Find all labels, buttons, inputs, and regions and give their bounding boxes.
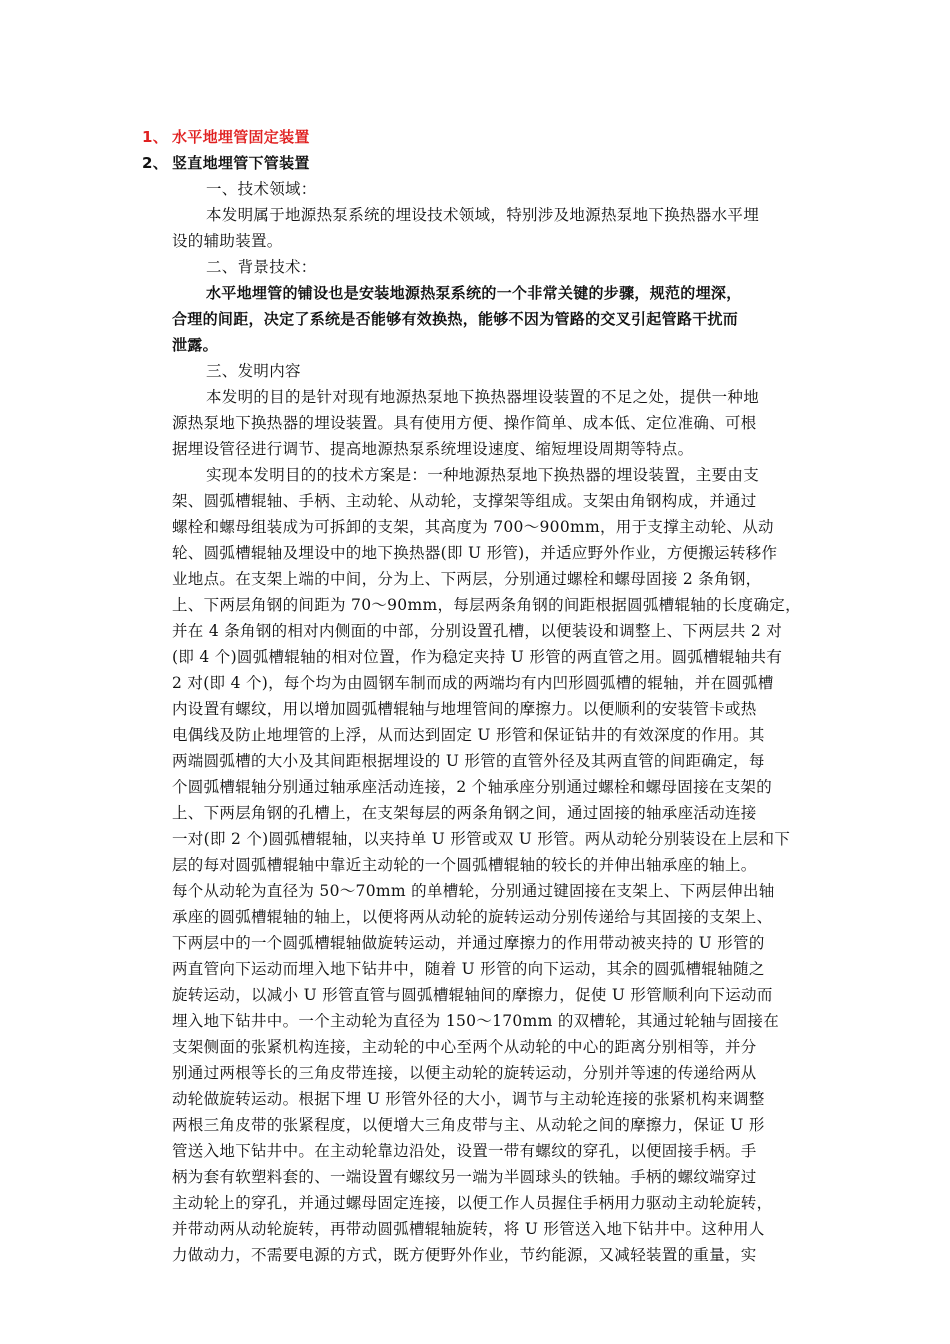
technical-solution-paragraph [172, 462, 808, 1268]
paragraph-line: 泄露。 [172, 336, 218, 354]
paragraph-line: 源热泵地下换热器的埋设装置。具有使用方便、操作简单、成本低、定位准确、可根 [172, 414, 757, 432]
section-title-invention: 三、发明内容 [206, 362, 301, 380]
paragraph-line: 水平地埋管的铺设也是安装地源热泵系统的一个非常关键的步骤，规范的埋深， [206, 284, 742, 302]
paragraph-line: 上、下两层角钢的间距为 70～90mm，每层两条角钢的间距根据圆弧槽辊轴的长度确定， [172, 596, 801, 614]
paragraph-line: 支架侧面的张紧机构连接，主动轮的中心至两个从动轮的中心的距离分别相等，并分 [172, 1038, 757, 1056]
paragraph-line: 上、下两层角钢的孔槽上，在支架每层的两条角钢之间，通过固接的轴承座活动连接 [172, 804, 757, 822]
paragraph-line: 实现本发明目的的技术方案是：一种地源热泵地下换热器的埋设装置，主要由支 [206, 466, 760, 484]
paragraph-line: 并在 4 条角钢的相对内侧面的中部，分别设置孔槽，以便装设和调整上、下两层共 2 对 [172, 622, 783, 640]
paragraph-line: 埋入地下钻井中。一个主动轮为直径为 150～170mm 的双槽轮，其通过轮轴与固接在 [172, 1012, 780, 1030]
paragraph-line: 架、圆弧槽辊轴、手柄、主动轮、从动轮，支撑架等组成。支架由角钢构成，并通过 [172, 492, 757, 510]
paragraph-line: 业地点。在支架上端的中间，分为上、下两层，分别通过螺栓和螺母固接 2 条角钢， [172, 570, 762, 588]
section-title-background: 二、背景技术： [206, 258, 317, 276]
paragraph-line: 内设置有螺纹，用以增加圆弧槽辊轴与地埋管间的摩擦力。以便顺利的安装管卡或热 [172, 700, 757, 718]
section-title-technical-field: 一、技术领域： [206, 180, 317, 198]
paragraph-line: 螺栓和螺母组装成为可拆卸的支架，其高度为 700～900mm，用于支撑主动轮、从动 [172, 518, 774, 536]
paragraph-line: 本发明属于地源热泵系统的埋设技术领域，特别涉及地源热泵地下换热器水平埋 [206, 206, 760, 224]
paragraph-line: 设的辅助装置。 [172, 232, 283, 250]
paragraph-line: 承座的圆弧槽辊轴的轴上，以便将两从动轮的旋转运动分别传递给与其固接的支架上、 [172, 908, 773, 926]
paragraph-line: (即 4 个)圆弧槽辊轴的相对位置，作为稳定夹持 U 形管的两直管之用。圆弧槽辊轴共有 [172, 648, 783, 666]
paragraph-line: 主动轮上的穿孔，并通过螺母固定连接，以便工作人员握住手柄用力驱动主动轮旋转， [172, 1194, 773, 1212]
paragraph-line: 层的每对圆弧槽辊轴中靠近主动轮的一个圆弧槽辊轴的较长的并伸出轴承座的轴上。 [172, 856, 757, 874]
paragraph-line: 力做动力，不需要电源的方式，既方便野外作业，节约能源，又减轻装置的重量，实 [172, 1246, 757, 1264]
paragraph-line: 旋转运动，以减小 U 形管直管与圆弧槽辊轴间的摩擦力，促使 U 形管顺利向下运动而 [172, 986, 773, 1004]
heading-number: 1、 [142, 128, 169, 146]
paragraph-line: 个圆弧槽辊轴分别通过轴承座活动连接，2 个轴承座分别通过螺栓和螺母固接在支架的 [172, 778, 772, 796]
paragraph-line: 合理的间距，决定了系统是否能够有效换热，能够不因为管路的交叉引起管路干扰而 [172, 310, 739, 328]
paragraph-line: 每个从动轮为直径为 50～70mm 的单槽轮，分别通过键固接在支架上、下两层伸出轴 [172, 882, 775, 900]
paragraph-line: 别通过两根等长的三角皮带连接，以便主动轮的旋转运动，分别并等速的传递给两从 [172, 1064, 757, 1082]
paragraph-line: 一对(即 2 个)圆弧槽辊轴，以夹持单 U 形管或双 U 形管。两从动轮分别装设在上层和下 [172, 830, 791, 848]
document-body [142, 124, 808, 1268]
paragraph-line: 轮、圆弧槽辊轴及埋设中的地下换热器(即 U 形管)，并适应野外作业，方便搬运转移作 [172, 544, 778, 562]
heading-text: 水平地埋管固定装置 [172, 128, 310, 146]
paragraph-line: 两根三角皮带的张紧程度，以便增大三角皮带与主、从动轮之间的摩擦力，保证 U 形 [172, 1116, 765, 1134]
paragraph-line: 两直管向下运动而埋入地下钻井中，随着 U 形管的向下运动，其余的圆弧槽辊轴随之 [172, 960, 765, 978]
paragraph-line: 动轮做旋转运动。根据下埋 U 形管外径的大小，调节与主动轮连接的张紧机构来调整 [172, 1090, 765, 1108]
paragraph-line: 管送入地下钻井中。在主动轮靠边沿处，设置一带有螺纹的穿孔，以便固接手柄。手 [172, 1142, 757, 1160]
paragraph-line: 本发明的目的是针对现有地源热泵地下换热器埋设装置的不足之处，提供一种地 [206, 388, 760, 406]
paragraph-line: 两端圆弧槽的大小及其间距根据埋设的 U 形管的直管外径及其两直管的间距确定，每 [172, 752, 765, 770]
paragraph-line: 据埋设管径进行调节、提高地源热泵系统埋设速度、缩短埋设周期等特点。 [172, 440, 694, 458]
paragraph-line: 电偶线及防止地埋管的上浮，从而达到固定 U 形管和保证钻井的有效深度的作用。其 [172, 726, 765, 744]
paragraph-line: 下两层中的一个圆弧槽辊轴做旋转运动，并通过摩擦力的作用带动被夹持的 U 形管的 [172, 934, 765, 952]
heading-number: 2、 [142, 154, 169, 172]
paragraph-line: 并带动两从动轮旋转，再带动圆弧槽辊轴旋转，将 U 形管送入地下钻井中。这种用人 [172, 1220, 765, 1238]
heading-2 [142, 150, 808, 176]
heading-text: 竖直地埋管下管装置 [172, 154, 310, 172]
paragraph-line: 2 对(即 4 个)，每个均为由圆钢车制而成的两端均有内凹形圆弧槽的辊轴，并在圆弧槽 [172, 674, 774, 692]
heading-1 [142, 124, 808, 150]
paragraph-line: 柄为套有软塑料套的、一端设置有螺纹另一端为半圆球头的铁轴。手柄的螺纹端穿过 [172, 1168, 757, 1186]
